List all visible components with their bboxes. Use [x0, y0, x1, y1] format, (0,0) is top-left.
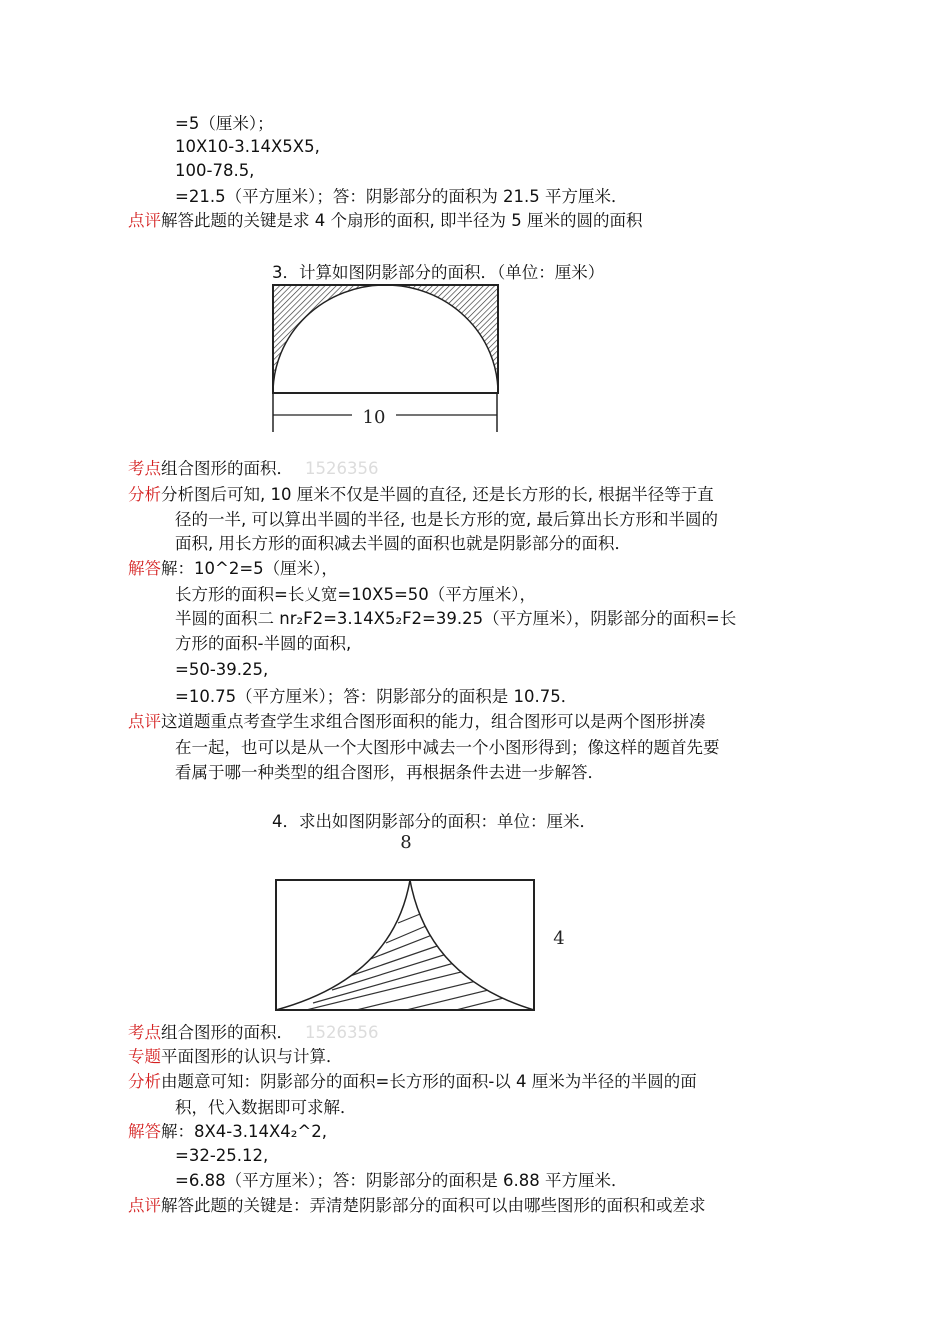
dimension-label-8: 8 [400, 832, 412, 853]
jieda-line [128, 558, 338, 580]
zhuanti-text: 平面图形的认识与计算． [161, 1047, 343, 1066]
fenxi-line [128, 1071, 697, 1093]
dianping-line: 在一起，也可以是从一个大图形中减去一个小图形得到；像这样的题首先要 [175, 738, 720, 757]
answer-line: =21.5（平方厘米）；答：阴影部分的面积为 21.5 平方厘米． [175, 187, 628, 206]
fenxi-line [128, 484, 714, 506]
fenxi-line: 面积, 用长方形的面积减去半圆的面积也就是阴影部分的面积． [175, 534, 631, 553]
jieda-text: 解：8X4-3.14X4₂^2, [161, 1122, 327, 1141]
comment-text: 解答此题的关键是求 4 个扇形的面积, 即半径为 5 厘米的圆的面积 [161, 211, 643, 230]
jieda-line: 方形的面积-半圆的面积, [175, 634, 352, 653]
figure-rect-arcs [268, 828, 578, 1018]
jieda-line: =6.88（平方厘米）；答：阴影部分的面积是 6.88 平方厘米． [175, 1171, 628, 1190]
fenxi-line: 积，代入数据即可求解． [175, 1098, 357, 1117]
kaodian-tag: 考点 [128, 1023, 161, 1042]
watermark-id: 1526356 [305, 459, 379, 478]
problem-4-title: 4．求出如图阴影部分的面积：单位：厘米． [272, 812, 596, 831]
jieda-line: =50-39.25, [175, 660, 269, 679]
dianping-line: 看属于哪一种类型的组合图形，再根据条件去进一步解答． [175, 763, 604, 782]
kaodian-text: 组合图形的面积． [161, 1023, 293, 1042]
fenxi-tag: 分析 [128, 1072, 161, 1091]
shaded-region [273, 285, 498, 393]
jieda-tag: 解答 [128, 1122, 161, 1141]
calc-line: =5（厘米）； [175, 114, 274, 133]
comment-line [128, 210, 642, 232]
watermark-id: 1526356 [305, 1023, 379, 1042]
kaodian-tag: 考点 [128, 459, 161, 478]
dianping-line [128, 711, 706, 733]
jieda-text: 解：10^2=5（厘米）， [161, 559, 338, 578]
zhuanti-line [128, 1046, 343, 1068]
comment-tag: 点评 [128, 211, 161, 230]
dianping-text: 解答此题的关键是：弄清楚阴影部分的面积可以由哪些图形的面积和或差求 [161, 1196, 706, 1215]
dianping-text: 这道题重点考查学生求组合图形面积的能力，组合图形可以是两个图形拼凑 [161, 712, 706, 731]
jieda-line: 半圆的面积二 nr₂F2=3.14X5₂F2=39.25（平方厘米），阴影部分的面积=长 [175, 609, 737, 628]
left-arc [276, 880, 410, 1010]
jieda-line [128, 1121, 327, 1143]
fenxi-line: 径的一半, 可以算出半圆的半径, 也是长方形的宽, 最后算出长方形和半圆的 [175, 510, 718, 529]
zhuanti-tag: 专题 [128, 1047, 161, 1066]
calc-line: 10X10-3.14X5X5, [175, 137, 320, 156]
dianping-line [128, 1195, 706, 1217]
dimension-label-10: 10 [362, 407, 386, 428]
jieda-tag: 解答 [128, 559, 161, 578]
dianping-tag: 点评 [128, 1196, 161, 1215]
kaodian-line [128, 458, 379, 480]
kaodian-text: 组合图形的面积． [161, 459, 293, 478]
dimension-label-4: 4 [553, 928, 565, 949]
right-arc [410, 880, 534, 1010]
dianping-tag: 点评 [128, 712, 161, 731]
calc-line: 100-78.5, [175, 161, 255, 180]
jieda-line: =10.75（平方厘米）；答：阴影部分的面积是 10.75． [175, 687, 578, 706]
problem-3-title: 3．计算如图阴影部分的面积．（单位：厘米） [272, 263, 605, 282]
fenxi-tag: 分析 [128, 485, 161, 504]
figure-rect-semicircle [268, 280, 503, 440]
fenxi-text: 由题意可知：阴影部分的面积=长方形的面积-以 4 厘米为半径的半圆的面 [161, 1072, 697, 1091]
fenxi-text: 分析图后可知, 10 厘米不仅是半圆的直径, 还是长方形的长, 根据半径等于直 [161, 485, 714, 504]
jieda-line: =32-25.12, [175, 1146, 269, 1165]
kaodian-line [128, 1022, 379, 1044]
hatch-lines [298, 910, 543, 1012]
jieda-line: 长方形的面积=长乂宽=10X5=50（平方厘米）， [175, 585, 537, 604]
